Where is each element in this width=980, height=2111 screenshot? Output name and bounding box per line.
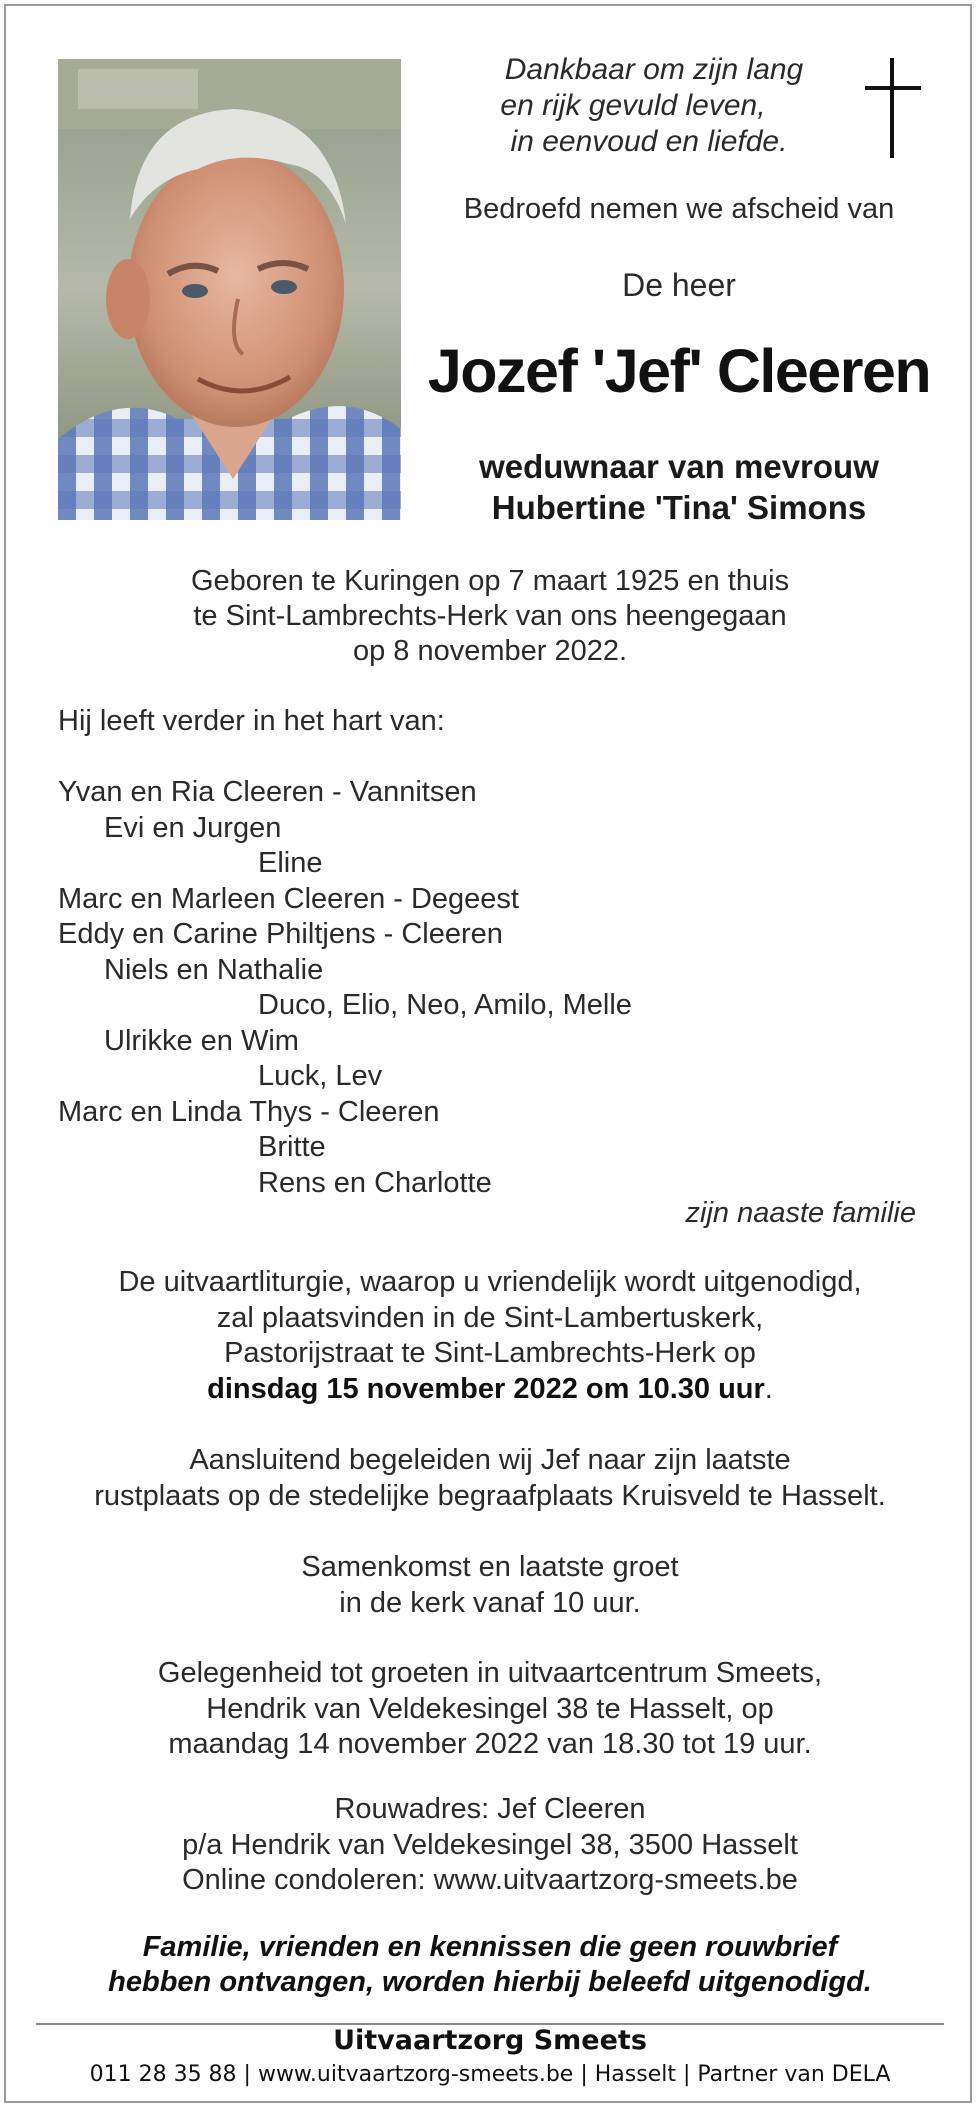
visitation-info xyxy=(40,1656,940,1763)
birth-death-info xyxy=(60,564,920,669)
invitation-line: Familie, vrienden en kennissen die geen rouwbrief xyxy=(142,1931,838,1963)
deceased-name: Jozef 'Jef' Cleeren xyxy=(427,337,931,405)
salutation: De heer xyxy=(622,267,736,303)
family-member: Eddy en Carine Philtjens - Cleeren xyxy=(58,918,503,950)
motto-line: in eenvoud en liefde. xyxy=(510,125,788,158)
motto-line: en rijk gevuld leven, xyxy=(500,89,766,122)
footer-contact: 011 28 35 88 | www.uitvaartzorg-smeets.be | Hasselt | Partner van DELA xyxy=(89,2062,891,2087)
invitation-note xyxy=(40,1930,940,2000)
family-member: Yvan en Ria Cleeren - Vannitsen xyxy=(58,776,477,808)
mourning-address xyxy=(40,1792,940,1899)
portrait-photo xyxy=(58,59,401,520)
family-member: Luck, Lev xyxy=(258,1060,383,1092)
burial-info xyxy=(40,1443,940,1514)
funeral-date-line xyxy=(40,1372,940,1408)
birth-line: Geboren te Kuringen op 7 maart 1925 en thuis xyxy=(190,565,790,597)
motto-line: Dankbaar om zijn lang xyxy=(504,53,804,86)
family-list xyxy=(58,775,928,1201)
funeral-home-name: Uitvaartzorg Smeets xyxy=(333,2025,647,2056)
visitation-line: Gelegenheid tot groeten in uitvaartcentrum Smeets, xyxy=(157,1657,823,1689)
birth-line: te Sint-Lambrechts-Herk van ons heengegaan xyxy=(193,600,787,632)
funeral-date-suffix: . xyxy=(764,1372,773,1405)
family-member: Ulrikke en Wim xyxy=(104,1024,299,1057)
funeral-line: Pastorijstraat te Sint-Lambrechts-Herk op xyxy=(224,1337,756,1369)
gathering-info xyxy=(40,1550,940,1621)
family-member: Eline xyxy=(258,847,323,879)
family-member: Niels en Nathalie xyxy=(104,953,324,986)
visitation-line: Hendrik van Veldekesingel 38 te Hasselt, op xyxy=(206,1692,774,1725)
spouse-line: Hubertine 'Tina' Simons xyxy=(491,489,867,526)
address-line: Online condoleren: www.uitvaartzorg-smeets.be xyxy=(182,1864,798,1896)
birth-line: op 8 november 2022. xyxy=(352,635,628,667)
intro-text: Bedroefd nemen we afscheid van xyxy=(463,193,895,225)
burial-line: Aansluitend begeleiden wij Jef naar zijn laatste xyxy=(189,1444,791,1476)
family-member: Britte xyxy=(258,1131,326,1163)
family-member: Duco, Elio, Neo, Amilo, Melle xyxy=(258,989,632,1021)
address-line: Rouwadres: Jef Cleeren xyxy=(334,1793,646,1825)
funeral-info xyxy=(40,1265,940,1407)
gathering-line: in de kerk vanaf 10 uur. xyxy=(339,1586,641,1619)
address-line: p/a Hendrik van Veldekesingel 38, 3500 Hasselt xyxy=(182,1828,798,1861)
spouse-info xyxy=(405,446,953,528)
spouse-line: weduwnaar van mevrouw xyxy=(479,448,879,485)
gathering-line: Samenkomst en laatste groet xyxy=(301,1551,679,1583)
invitation-line: hebben ontvangen, worden hierbij beleefd uitgenodigd. xyxy=(108,1966,872,1998)
family-closing: zijn naaste familie xyxy=(685,1197,916,1229)
family-member: Marc en Linda Thys - Cleeren xyxy=(58,1095,440,1128)
family-member: Marc en Marleen Cleeren - Degeest xyxy=(58,882,519,915)
motto xyxy=(470,52,900,160)
funeral-line: De uitvaartliturgie, waarop u vriendelijk wordt uitgenodigd, xyxy=(118,1266,862,1298)
family-member: Evi en Jurgen xyxy=(104,811,282,844)
burial-line: rustplaats op de stedelijke begraafplaats Kruisveld te Hasselt. xyxy=(94,1479,886,1512)
funeral-line: zal plaatsvinden in de Sint-Lambertuskerk, xyxy=(216,1301,764,1334)
funeral-date: dinsdag 15 november 2022 om 10.30 uur xyxy=(207,1372,765,1405)
family-intro: Hij leeft verder in het hart van: xyxy=(58,705,445,737)
visitation-line: maandag 14 november 2022 van 18.30 tot 19 uur. xyxy=(168,1728,812,1760)
family-member: Rens en Charlotte xyxy=(258,1166,492,1199)
